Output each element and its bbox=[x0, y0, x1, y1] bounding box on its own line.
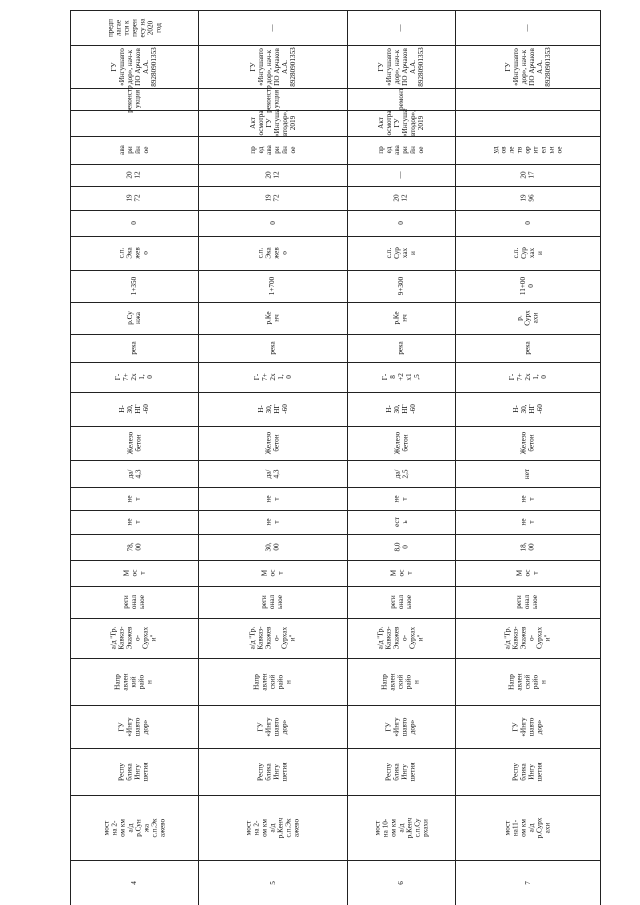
cell-text: ГУ «Ингу шавто дор» bbox=[256, 716, 289, 737]
cell-text: ГУ «Ингушавто дор», нач-к ПО Арчаков А.А. 89280901353 bbox=[248, 46, 297, 87]
cell-text: а/д "Гр. Кавказ- Экажев о- Сурхах и" bbox=[377, 626, 425, 650]
cell-text: да/ 2,5 bbox=[392, 469, 409, 478]
cell-text: не т bbox=[264, 494, 281, 503]
cell-text: 5 bbox=[268, 880, 277, 885]
cell-text: Акт осмотра ГУ «Ингуша втодор», 2019 bbox=[377, 109, 425, 137]
table-cell-width bbox=[198, 460, 347, 487]
cell-text: 1+350 bbox=[130, 276, 138, 296]
cell-text: реги онал ьное bbox=[389, 594, 413, 610]
cell-text: с.п. Эка жев о bbox=[256, 247, 289, 259]
cell-text: река bbox=[396, 341, 405, 355]
cell-text: М ос т bbox=[515, 569, 540, 577]
cell-text: Н- 30, НГ -60 bbox=[511, 404, 544, 414]
table-cell-object bbox=[347, 795, 455, 860]
cell-text: ГУ «Ингу шавто дор» bbox=[118, 716, 150, 737]
cell-text: Н- 30, НГ -60 bbox=[385, 404, 417, 414]
table-cell-material bbox=[347, 426, 455, 460]
table-cell-width bbox=[70, 460, 198, 487]
table-cell-object bbox=[70, 795, 198, 860]
table-cell-obstacle bbox=[455, 334, 600, 362]
cell-text: 6 bbox=[397, 880, 405, 885]
cell-text: 11+00 0 bbox=[519, 276, 536, 296]
cell-text: не т bbox=[392, 494, 409, 503]
table-cell-obstacle bbox=[347, 334, 455, 362]
cell-text: 9+300 bbox=[397, 276, 405, 296]
table-cell-note bbox=[198, 10, 347, 45]
table-cell-settlement bbox=[198, 236, 347, 270]
table-cell-significance bbox=[347, 586, 455, 618]
table-cell-overpass bbox=[70, 487, 198, 510]
table-cell-work bbox=[198, 85, 347, 113]
table-cell-contact bbox=[455, 45, 600, 88]
cell-text: а/д "Гр. Кавказ- Экажев о- Сурхах и" bbox=[503, 626, 552, 650]
table-cell-num bbox=[198, 860, 347, 905]
cell-text: ава ри йн ое bbox=[118, 145, 150, 155]
table-cell-type bbox=[347, 560, 455, 586]
cell-text: 20 12 bbox=[264, 171, 281, 179]
cell-text: Н- 30, НГ -60 bbox=[118, 404, 150, 414]
cell-text: р.Су нжа bbox=[125, 311, 142, 325]
table-cell-note bbox=[347, 10, 455, 45]
table-cell-material bbox=[198, 426, 347, 460]
table-cell-obstacle-name bbox=[347, 302, 455, 334]
table-cell-obstacle-name bbox=[70, 302, 198, 334]
table-cell-road bbox=[347, 618, 455, 658]
table-cell-num bbox=[347, 860, 455, 905]
table-cell-object bbox=[455, 795, 600, 860]
table-cell-built bbox=[347, 186, 455, 210]
cell-text: ГУ «Ингу шавто дор» bbox=[385, 716, 417, 737]
table-cell-owner-full bbox=[198, 658, 347, 705]
cell-text: не т bbox=[125, 518, 142, 526]
cell-text: не т bbox=[519, 494, 536, 503]
cell-text: Акт осмотра ГУ «Ингуша втодор», 2019 bbox=[248, 109, 297, 137]
cell-text: — bbox=[397, 171, 405, 179]
cell-text: р.Ке нч bbox=[392, 311, 409, 325]
cell-text: 0 bbox=[268, 221, 277, 225]
table-cell-zero bbox=[455, 210, 600, 236]
table-cell-zero bbox=[70, 210, 198, 236]
table-cell-subject bbox=[455, 748, 600, 795]
table-cell-overpass bbox=[347, 487, 455, 510]
table-cell-position bbox=[347, 270, 455, 302]
cell-text: Респу блика Ингу шетия bbox=[256, 761, 289, 782]
table-cell-repair-year bbox=[455, 164, 600, 186]
table-cell-subject bbox=[70, 748, 198, 795]
cell-text: М ос т bbox=[389, 569, 413, 577]
cell-text: Г- 7+ 2х 1, 0 bbox=[114, 373, 154, 381]
table-cell-length bbox=[347, 534, 455, 560]
cell-text: река bbox=[268, 341, 277, 355]
cell-text: ест ь bbox=[392, 517, 409, 527]
table-cell-built bbox=[455, 186, 600, 210]
table-cell-subject bbox=[347, 748, 455, 795]
table-cell-load bbox=[347, 392, 455, 426]
table-cell-object bbox=[198, 795, 347, 860]
cell-text: Напр авлен кий райо н bbox=[114, 672, 154, 691]
table-cell-tonnage bbox=[70, 510, 198, 534]
cell-text: ГУ «Ингушавто дор», нач-к ПО Арчаков А.А. 89280901353 bbox=[503, 46, 552, 87]
table-cell-length bbox=[198, 534, 347, 560]
table-cell-work bbox=[347, 88, 455, 110]
table-cell-contact bbox=[70, 45, 198, 88]
table-cell-position bbox=[455, 270, 600, 302]
cell-text: 20 12 bbox=[126, 171, 142, 179]
cell-text: 1+700 bbox=[268, 276, 277, 296]
table-cell-condition bbox=[70, 136, 198, 164]
cell-text: — bbox=[523, 23, 532, 32]
cell-text: с.п. Сур хах и bbox=[511, 247, 544, 259]
cell-text: 20 12 bbox=[393, 194, 409, 202]
table-cell-type bbox=[198, 560, 347, 586]
cell-text: Напр авлен ский райо н bbox=[507, 672, 548, 691]
table-cell-act bbox=[347, 110, 455, 136]
table-cell-act bbox=[198, 110, 347, 136]
table-cell-contact bbox=[347, 45, 455, 88]
cell-text: реконстр укция bbox=[126, 85, 142, 113]
table-cell-material bbox=[455, 426, 600, 460]
table-cell-owner bbox=[70, 705, 198, 748]
cell-text: Н- 30, НГ -60 bbox=[256, 404, 289, 414]
table-cell-repair-year bbox=[198, 164, 347, 186]
table-cell-owner-full bbox=[70, 658, 198, 705]
cell-text: Г- 7+ 2х 1, 0 bbox=[252, 373, 293, 381]
table-cell-settlement bbox=[455, 236, 600, 270]
table-cell-obstacle bbox=[198, 334, 347, 362]
table-cell-grade bbox=[455, 362, 600, 392]
table-cell-grade bbox=[198, 362, 347, 392]
table-cell-significance bbox=[70, 586, 198, 618]
cell-text: Железо бетон bbox=[264, 431, 281, 455]
table-cell-condition bbox=[455, 136, 600, 164]
table-cell-owner-full bbox=[347, 658, 455, 705]
cell-text: мост на 2- ом км а/д р.Кенч с.п.Эк ажево bbox=[244, 817, 301, 838]
cell-text: Железо бетон bbox=[393, 431, 409, 455]
table-cell-road bbox=[70, 618, 198, 658]
table-cell-condition bbox=[347, 136, 455, 164]
cell-text: Респу блика Ингу шетия bbox=[385, 761, 417, 782]
table-cell-grade bbox=[347, 362, 455, 392]
table-cell-position bbox=[198, 270, 347, 302]
cell-text: ГУ «Ингу шавто дор» bbox=[511, 716, 544, 737]
table-cell-zero bbox=[198, 210, 347, 236]
table-cell-obstacle-name bbox=[198, 302, 347, 334]
table-cell-road bbox=[455, 618, 600, 658]
table-cell-owner bbox=[198, 705, 347, 748]
table-cell-built bbox=[70, 186, 198, 210]
cell-text: не т bbox=[264, 518, 281, 526]
table-cell-grade bbox=[70, 362, 198, 392]
cell-text: Напр авлен ский райо н bbox=[381, 672, 421, 691]
table-cell-act bbox=[70, 110, 198, 136]
table-cell-type bbox=[70, 560, 198, 586]
cell-text: 19 72 bbox=[264, 194, 281, 202]
cell-text: 0 bbox=[523, 221, 532, 225]
cell-text: пр ед ава ри йн ое bbox=[248, 145, 297, 155]
cell-text: 20 17 bbox=[519, 171, 536, 179]
cell-text: 8,0 0 bbox=[392, 542, 409, 552]
table-cell-obstacle bbox=[70, 334, 198, 362]
cell-text: 30, 00 bbox=[264, 542, 281, 552]
table-cell-work bbox=[70, 85, 198, 113]
table-cell-settlement bbox=[70, 236, 198, 270]
table-cell-settlement bbox=[347, 236, 455, 270]
cell-text: ремонт bbox=[396, 88, 405, 110]
table-cell-overpass bbox=[198, 487, 347, 510]
table-cell-width bbox=[347, 460, 455, 487]
table-cell-repair-year bbox=[70, 164, 198, 186]
cell-text: ГУ «Ингушавто дор», нач-к ПО Арчаков А.А. 89280901353 bbox=[377, 46, 425, 87]
table-cell-subject bbox=[198, 748, 347, 795]
table-cell-owner bbox=[347, 705, 455, 748]
cell-text: — bbox=[268, 23, 277, 32]
table-cell-load bbox=[455, 392, 600, 426]
cell-text: а/д "Гр. Кавказ- Экажев о- Сурхах и" bbox=[110, 626, 158, 650]
cell-text: ГУ «Ингушавто дор», нач-к ПО Арчаков А.А. 89280901353 bbox=[110, 46, 158, 87]
cell-text: уд ов ле тв ор ит ел ьн ое bbox=[491, 146, 564, 154]
cell-text: не т bbox=[519, 518, 536, 526]
cell-text: Г- 8 +2 х1 ,5 bbox=[381, 373, 421, 381]
cell-text: Напр авлен ский райо н bbox=[252, 672, 293, 691]
table-cell-work bbox=[455, 88, 600, 110]
cell-text: 0 bbox=[397, 221, 405, 225]
cell-text: реконстр укция bbox=[264, 85, 281, 113]
cell-text: 18, 00 bbox=[519, 542, 536, 552]
table-cell-length bbox=[455, 534, 600, 560]
table-cell-num bbox=[455, 860, 600, 905]
table-cell-type bbox=[455, 560, 600, 586]
cell-text: 78, 00 bbox=[125, 542, 142, 552]
table-cell-contact bbox=[198, 45, 347, 88]
table-cell-material bbox=[70, 426, 198, 460]
table-cell-width bbox=[455, 460, 600, 487]
table-cell-note bbox=[455, 10, 600, 45]
table-cell-length bbox=[70, 534, 198, 560]
cell-text: мост на 10- ом км а/д р.Кенч с.п.Су рхахи bbox=[373, 817, 429, 838]
table-cell-load bbox=[198, 392, 347, 426]
cell-text: реги онал ьное bbox=[122, 594, 146, 610]
table-cell-tonnage bbox=[198, 510, 347, 534]
cell-text: мост на11- ом км а/д р.Сурх ахи bbox=[503, 817, 552, 838]
table-cell-owner bbox=[455, 705, 600, 748]
table-cell-obstacle-name bbox=[455, 302, 600, 334]
cell-text: р.Ке нч bbox=[264, 311, 281, 325]
table-cell-load bbox=[70, 392, 198, 426]
table-cell-position bbox=[70, 270, 198, 302]
cell-text: 0 bbox=[130, 221, 138, 225]
table-cell-built bbox=[198, 186, 347, 210]
cell-text: с.п. Эка жев о bbox=[118, 247, 150, 259]
cell-text: — bbox=[397, 23, 405, 32]
cell-text: 4 bbox=[130, 880, 138, 885]
table-cell-repair-year bbox=[347, 164, 455, 186]
cell-text: реги онал ьное bbox=[260, 594, 285, 610]
cell-text: Респу блика Ингу шетия bbox=[511, 761, 544, 782]
cell-text: 19 96 bbox=[519, 194, 536, 202]
table-cell-note bbox=[70, 10, 198, 45]
table-cell-owner-full bbox=[455, 658, 600, 705]
cell-text: Железо бетон bbox=[126, 431, 142, 455]
table-cell-significance bbox=[198, 586, 347, 618]
cell-text: не т bbox=[125, 494, 142, 503]
cell-text: Г- 7+ 2х 1, 0 bbox=[507, 373, 548, 381]
table-cell-tonnage bbox=[347, 510, 455, 534]
cell-text: а/д "Гр. Кавказ- Экажев о- Сурхах и" bbox=[248, 626, 297, 650]
cell-text: да/ 4,3 bbox=[264, 469, 281, 478]
cell-text: да/ 4,3 bbox=[125, 469, 142, 478]
cell-text: мост на 2- ом км а/д р.Сун жа с.п.Эк ажево bbox=[102, 818, 166, 837]
cell-text: Респу блика Ингу шетия bbox=[118, 761, 150, 782]
table-cell-overpass bbox=[455, 487, 600, 510]
cell-text: 7 bbox=[523, 880, 532, 885]
cell-text: р. Сурх ахи bbox=[515, 310, 540, 326]
cell-text: река bbox=[523, 341, 532, 355]
table-cell-zero bbox=[347, 210, 455, 236]
table-cell-significance bbox=[455, 586, 600, 618]
cell-text: 19 72 bbox=[126, 194, 142, 202]
cell-text: с.п. Сур хах и bbox=[385, 247, 417, 259]
cell-text: М ос т bbox=[260, 569, 285, 577]
cell-text: Железо бетон bbox=[519, 431, 536, 455]
table-cell-num bbox=[70, 860, 198, 905]
table-cell-tonnage bbox=[455, 510, 600, 534]
cell-text: М ос т bbox=[122, 569, 146, 577]
table-cell-condition bbox=[198, 136, 347, 164]
table-cell-act bbox=[455, 110, 600, 136]
table-cell-road bbox=[198, 618, 347, 658]
table-border-right bbox=[600, 10, 601, 905]
cell-text: нет bbox=[523, 468, 532, 479]
cell-text: пр ед ава ри йн ое bbox=[377, 145, 425, 155]
cell-text: реги онал ьное bbox=[515, 594, 540, 610]
cell-text: предп лагае тся к перен есу на 2020 год bbox=[106, 18, 162, 37]
cell-text: река bbox=[129, 341, 138, 355]
